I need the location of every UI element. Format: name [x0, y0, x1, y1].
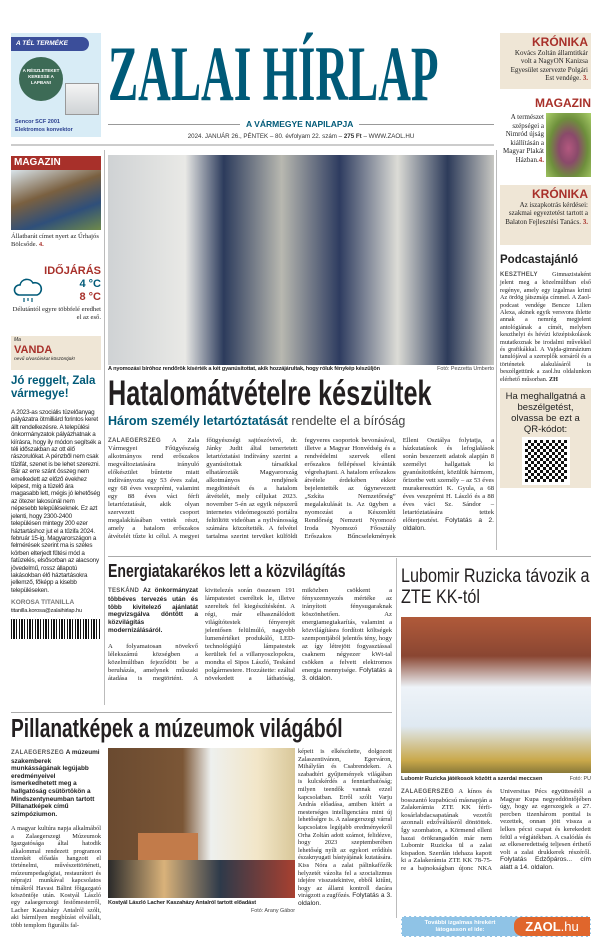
nameday-pre: Ma — [14, 337, 21, 343]
column-rule — [396, 558, 397, 918]
zaol-banner[interactable] — [401, 916, 591, 937]
qr-code[interactable] — [525, 440, 567, 482]
barcode — [11, 619, 101, 639]
podcast-title: Podcastajánló — [500, 254, 578, 266]
nameday-box — [11, 336, 101, 370]
energy-lead: TESKÁND Az önkormányzat többéves tervezés után és több kivitelező ajánlatát megvizsgálva döntött a közvilágítás modernizálásáról. — [108, 587, 198, 634]
teaser-magazin-left[interactable] — [11, 156, 101, 264]
energy-headline[interactable]: Energiatakarékos lett a közvilágítás — [108, 560, 346, 581]
masthead-subtitle: A VÁRMEGYE NAPILAPJA — [240, 119, 359, 129]
price: 275 Ft — [343, 133, 362, 140]
masthead-title[interactable]: ZALAI HÍRLAP — [108, 30, 439, 117]
teaser-label: KRÓNIKA — [532, 35, 588, 49]
deer-photo — [546, 113, 591, 177]
teaser-label: MAGAZIN — [535, 96, 591, 110]
editorial-text: A 2023-as szociális tüzelőanyag pályázatra ötmilliárd forintos keret állt rendelkezésre. A települési önkormányzatok pályázhatnak a kiírásra, hogy ily módon segítsék a téli időszakban az ott élő rászorulókat. A pénzből nem csak tűzifát, szenet is be lehet szerezni. Bár az erre szánt összeg nem emelkedett az előző évekhez képest, míg a tüzelő ára magasabb lett, mégis jó lehetőség az ötezer lakosúnál nem népesebb településeknek. Ez azt jelenti, hogy 2300-2400 településen mintegy 200 ezer háztartáshoz jut el a tűzifa 2024. február 15-ig. Magyarországon a felmérések szerint ma is széles körben elterjedt fűtési mód a fatüzelés, elsősorban az alacsony jövedelmű, rossz állapotú lakásokban élő háztartásokra jellemző, főképp a kisebb településeken. — [11, 409, 101, 594]
qr-box — [500, 388, 591, 488]
ad-product-name: Sencor SCF 2001 — [15, 119, 60, 125]
section-divider — [108, 556, 591, 557]
ruzicka-headline[interactable]: Lubomir Ruzicka távozik a ZTE KK-tól — [401, 566, 590, 608]
ad-product-type: Elektromos konvektor — [15, 127, 73, 133]
dateline — [108, 133, 494, 140]
museum-body-left: A magyar kultúra napja alkalmából a Zalaegerszegi Múzeumok Igazgatósága által hatodik alkalommal rendezett programon tizenkét előadás hangzott el történelmi, művészettörténeti, múzeumpedagógiai, restaurátori és néprajzi munkával kapcsolatos témákról Havasi Bálint főigazgató köszöntője után. Kostyál László egy zalaegerszegi festőmesterről, Lacher Kaszaházy Antalról szólt, aki bármilyen megbízást elvállalt, több templom figurális fal- — [11, 825, 101, 929]
podcast-text: KESZTHELY Gimnazistaként jelent meg a közelmúltban első regénye, amely egy izgalmas krimi Az ördög játszmája címmel. A Zaol-podcast vendége Bencze Lilien Alexa, akinek egyik versvora ihlette annak a nemrég megjelent antológiának a címét, melyben keszthelyi és hévízi középiskolások mutatkoznak be irodalmi művekkel és grafikákkal. A Vajda-gimnázium tanulójával a szereplők sorsáról és a történetek alakulásáról is beszélgettünk a zaol.hu oldalunkon elérhető műsorban. ZH — [500, 271, 591, 383]
nameday-post: nevű olvasóinkat köszöntjük! — [14, 357, 76, 362]
museum-body-right: képeit is elkészítette, dolgozott Zalaszentivánon, Egerváron, Mihályfán és Csabrendeken. A szabadtéri gyűjtemények világában is kulcskérdés a fenntarthatóság; milyen teendők vannak ezzel kapcsolatban. Erről szólt Varju András előadása, amiben kitért a mesterséges intelligenciára mint új lehetőségre is. A zalaegerszegi várral kapcsolatos legújabb eredményekről Orha Zoltán adott számot, felidézve, hogy 2023 szeptemberében lehetőség nyílt az egykori erődítés északnyugati bástyájának kutatására. Kiss Nóra a zalai pálinkafőzők helyzetét vázolta fel a szocializmus idejére visszatekintve, ebből kitűnt, hogy az állami kontroll dacára virágzott a zugfőzés. Folytatás a 3. oldalon. — [298, 748, 392, 907]
museum-left-column — [11, 749, 101, 929]
museum-photo — [108, 748, 295, 898]
teaser-text: Kovács Zoltán államtitkár volt a NagyON Kanizsa Egyesület szervezte Polgári Est vendége. 3. — [510, 49, 588, 82]
weather-box — [11, 265, 101, 335]
museum-caption: Kostyál László Lacher Kaszaházy Antalról tartott előadást — [108, 900, 256, 906]
museum-lead: ZALAEGERSZEG A múzeumi szakemberek munkásságának legújabb eredményeivel ismerkedhetett meg a hallgatóság csütörtökön a Mindszentyneumban tartott Pillanatképek című szimpóziumon. — [11, 749, 100, 818]
lead-photo — [108, 155, 494, 365]
continued-link[interactable]: Folytatás a 3. oldalon. — [298, 892, 392, 907]
teaser-kronika-1[interactable] — [500, 33, 591, 89]
ruzicka-article-body: ZALAEGERSZEG A kínos és bosszantó kupabúcsú másnapján a Zalakerámia ZTE KK férfi-kosárlabdacsapatának vezetői azonnali edzőváltásról döntöttek. Így szombaton, a Körmend elleni hazai örökrangadón már nem Lubomir Ruzicka ül a zalai kispadon. Szerdán idehaza kapott ki a Zalakerámia ZTE KK 78-75-re a bajnokságban újonc NKA Universitas Pécs együttesétől a Magyar Kupa negyeddöntőjében úgy, hogy az egerszegiek a 27. percben tizenhárom ponttal is vezettek, onnan jött vissza a lelkes pécsi csapat és kerekedett felül a végjátékban. A csalódás és az elkeseredettség teljesen érthető volt a zalai drukkerek részéről. Folytatás Edzőpáros... cím alatt a 14. oldalon. — [401, 788, 591, 872]
lead-photo-caption: A nyomozási bíróhoz rendőrök kísérték a két gyanúsítottat, akik hozzájárultak, hogy róluk fénykép készüljön Fotó: Pezzetta Umberto — [108, 366, 494, 372]
nursery-photo — [11, 170, 101, 230]
header-divider — [11, 144, 494, 146]
column-rule — [496, 150, 497, 550]
lead-article-body: ZALAEGERSZEG A Zala Vármegyei Főügyészség alkotmányos rend erőszakos megváltoztatására irányuló előkészület bűntette miatt indítványozta egy 53 éves zalai, egy 68 éves veszprémi, valamint egy 88 éves váci férfi letartóztatását, akik olyan szervezett csoport megalakításában vettek részt, amely a hatalom erőszakos átvételét tűzte ki célul. A megyei főügyészségi sajtószóvivő, dr. Jánky Judit által ismertetett letartóztatási indítvány szerint a gyanúsítottak társaikkal elhatározták Magyarország alkotmányos rendjének megdöntését és a hatalom átvételét, mely céljukat 2023. november 5-én az egyik népszerű internetes videómegosztó portálra feltöltött videóban a nyilvánosság számára közzétették. A felvétel tartalma szerint tervüket külföldi fegyveres csoportok bevonásával, illetve a Magyar Honvédség és a rendvédelmi szervek elleni erőszakos fellépéssel kívánták végrehajtani. A hatalom erőszakos átvétele érdekében ekkor bejelentették az úgynevezett „Szkíta Nemzetőrség” megalakulását is. Az ügyben a nyomozást a Készenléti Rendőrség Nemzeti Nyomozó Iroda Nyomozó Főosztály Erőszakos Bűncselekmények Elleni Osztálya folytatja, a házkutatások és lefoglalások során beszerzett adatok alapján 8 személyt hallgattak ki gyanúsítottként, közülük hármom, őrizetbe vett személy – az 53 éves murakeresztúri K. Gyula, a 68 éves veszprémi H. László és a 88 éves váci Sz. Sándor – letartóztatására tettek előterjesztést. Folytatás a 2. oldalon. — [108, 437, 494, 540]
continued-link[interactable]: Folytatás a 3. oldalon. — [302, 667, 392, 682]
heater-image — [65, 83, 99, 115]
continued-link[interactable]: Folytatás a 2. oldalon. — [402, 517, 494, 532]
website: – WWW.ZAOL.HU — [361, 133, 415, 140]
teaser-label: MAGAZIN — [11, 156, 101, 170]
temp-low: 4 °C — [79, 278, 101, 290]
museum-headline[interactable]: Pillanatképek a múzeumok világából — [11, 715, 343, 743]
qr-text: Ha meghallgatná a beszélgetést, olvassa be ezt a QR-kódot: — [505, 391, 586, 436]
lead-headline[interactable]: Hatalomátvételre készültek — [108, 374, 432, 413]
energy-article-body: TESKÁND Az önkormányzat többéves tervezés után és több kivitelező ajánlatát megvizsgálva döntött a közvilágítás modernizálásáról. A folyamatosan növekvő lélekszámú községben a közelmúltban fejeződött be a beruházás, amelynek műszaki átadása is megtörtént. A kivitelezés során összesen 191 lámpatestet cseréltek le, illetve szereltek fel kiegészítésként. A régi, már elhasználódott világítótestek fényerejét jelentősen felülmúló, nagyobb lumenértéket produkáló, LED-technológiájú lámpatestek kerültek fel a villanyoszlopokra, mondta el Sipos László, Teskánd polgármestere. Hozzátette: ezáltal növekedett a láthatóság, miközben csökkent a fényszennyezés mértéke az irányított fénysugaraknak köszönhetően. Az energiamegtakarítás, valamint a közvilágításra fordított költségek szempontjából jelentős tény, hogy az így létrejött fogyasztással csaknem négyezer kWt-tal csökken a felvett elektromos energia mennyisége. Folytatás a 3. oldalon. — [108, 587, 392, 682]
podcast-column — [500, 252, 591, 488]
section-divider — [11, 712, 392, 713]
audience — [108, 860, 295, 898]
teaser-magazin[interactable] — [500, 96, 591, 182]
continued-link[interactable]: Folytatás Edzőpáros... cím alatt a 14. oldalon. — [500, 856, 591, 871]
nameday-name: VANDA — [14, 344, 53, 356]
teaser-label: KRÓNIKA — [532, 187, 588, 201]
weather-label: IDŐJÁRÁS — [44, 265, 101, 277]
basketball-caption: Lubomir Ruzicka játékosok között a szerdai meccsen Fotó: PU — [401, 776, 591, 782]
lead-subheadline: Három személy letartóztatását rendelte el a bíróság — [108, 414, 406, 428]
teaser-text: A természet szépségei a Nimród újság kiállításán a Magyar Plakát Házban.4. — [502, 113, 544, 164]
ad-badge: A TÉL TERMÉKE — [11, 37, 89, 51]
temp-high: 8 °C — [79, 291, 101, 303]
editorial-author: KOROSA TITANILLA — [11, 599, 75, 607]
editorial-column — [11, 375, 101, 639]
column-rule — [104, 150, 105, 705]
rain-cloud-icon — [13, 277, 43, 305]
editorial-title: Jó reggelt, Zala vármegye! — [11, 375, 96, 400]
date-issue: 2024. JANUÁR 26., PÉNTEK – 80. évfolyam 22. szám – — [187, 133, 344, 140]
teaser-text: Az iszapkotrás kérdései: szakmai egyeztetést tartott a Balaton Fejlesztési Tanács. 3. — [505, 201, 588, 226]
banner-text: További izgalmas hírekért látogasson el ide: — [424, 920, 496, 933]
zaol-logo: ZAOL.hu — [514, 917, 590, 936]
teaser-text: Állatbarát címet nyert az Űrhajós Bölcsőde. 4. — [11, 233, 99, 248]
weather-text: Délutántól egyre többfelé eredhet el az eső. — [12, 306, 101, 321]
editorial-email[interactable]: titanilla.korosa@zalaihirlap.hu — [11, 608, 82, 615]
teaser-kronika-2[interactable] — [500, 185, 591, 245]
ad-bubble: A RÉSZLETEKET KERESSE A LAPBAN! — [19, 57, 63, 101]
museum-credit: Fotó: Arany Gábor — [250, 908, 295, 914]
advert-box[interactable] — [11, 33, 101, 137]
basketball-photo — [401, 617, 591, 773]
